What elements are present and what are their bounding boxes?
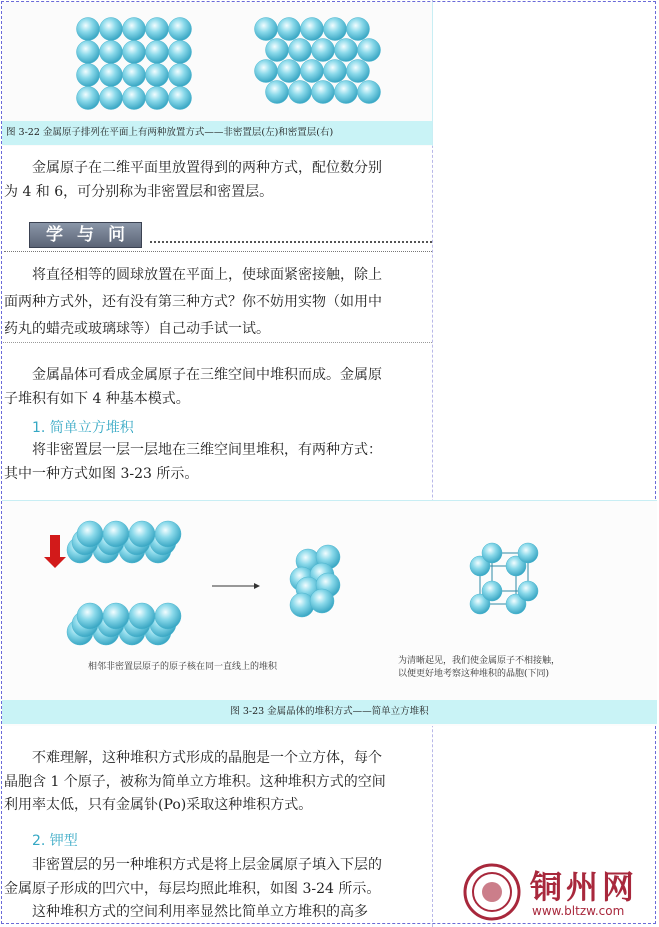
- atom-sphere: [335, 39, 358, 62]
- figure-3-23-left-note: 相邻非密置层原子的原子核在同一直线上的堆积: [88, 662, 278, 672]
- atom-sphere: [278, 18, 301, 41]
- atom-sphere: [146, 64, 169, 87]
- atom-sphere: [77, 87, 100, 110]
- paragraph-stacking-intro: [4, 364, 434, 411]
- site-watermark: [462, 862, 654, 922]
- text-line: 利用率太低，只有金属钋(Po)采取这种堆积方式。: [4, 797, 313, 813]
- atom-sphere: [169, 18, 192, 41]
- paragraph-unit-cell: [4, 747, 434, 818]
- figure-3-23-right-note-1: 为清晰起见，我们使金属原子不相接触，: [398, 656, 561, 666]
- atom-sphere: [312, 81, 335, 104]
- text-line: 这种堆积方式的空间利用率显然比简单立方堆积的高多: [32, 904, 368, 920]
- atom-sphere: [77, 64, 100, 87]
- atom-sphere: [103, 521, 129, 547]
- text-line: 金属晶体可看成金属原子在三维空间中堆积而成。金属原: [32, 367, 382, 383]
- atom-sphere: [278, 60, 301, 83]
- section-heading-simple-cubic: 1. 简单立方堆积: [32, 420, 134, 436]
- atom-sphere: [324, 60, 347, 83]
- atom-sphere: [129, 603, 155, 629]
- text-line: 金属原子在二维平面里放置得到的两种方式，配位数分别: [32, 160, 382, 176]
- upper-layer: [67, 521, 181, 563]
- atom-sphere: [77, 521, 103, 547]
- text-line: 非密置层的另一种堆积方式是将上层金属原子填入下层的: [32, 857, 382, 873]
- atom-sphere: [358, 39, 381, 62]
- text-line: 晶胞含 1 个原子，被称为简单立方堆积。这种堆积方式的空间: [4, 773, 386, 790]
- text-line: 药丸的蜡壳或玻璃球等）自己动手试一试。: [4, 321, 270, 337]
- atom-sphere: [103, 603, 129, 629]
- figure-3-23-right-note-2: 以便更好地考察这种堆积的晶胞(下同): [398, 669, 550, 679]
- figure-3-23-caption: 图 3-23 金属晶体的堆积方式——简单立方堆积: [2, 700, 657, 724]
- text-line: 面两种方式外，还有没有第三种方式？你不妨用实物（如用中: [4, 294, 382, 310]
- atom-sphere: [289, 39, 312, 62]
- atom-sphere: [123, 64, 146, 87]
- watermark-name: 铜州网: [530, 868, 639, 906]
- atom-sphere: [518, 581, 538, 601]
- section-divider: [3, 342, 432, 343]
- figure-3-22-illustration: [2, 2, 432, 123]
- atom-sphere: [100, 41, 123, 64]
- figure-3-22-caption: 图 3-22 金属原子排列在平面上有两种放置方式——非密置层(左)和密置层(右): [2, 121, 432, 145]
- atom-sphere: [155, 603, 181, 629]
- seal-logo-icon: [462, 862, 522, 922]
- text-line: 金属原子形成的凹穴中，每层均照此堆积，如图 3-24 所示。: [4, 880, 381, 897]
- paragraph-layers: [4, 157, 434, 204]
- text-line: 其中一种方式如图 3-23 所示。: [4, 465, 199, 482]
- watermark-url: www.bltzw.com: [532, 904, 625, 918]
- atom-sphere: [146, 18, 169, 41]
- atom-sphere: [482, 581, 502, 601]
- text-line: 不难理解，这种堆积方式形成的晶胞是一个立方体，每个: [32, 750, 382, 766]
- atom-sphere: [123, 41, 146, 64]
- lower-layer: [67, 603, 181, 645]
- atom-sphere: [169, 41, 192, 64]
- atom-sphere: [518, 543, 538, 563]
- paragraph-simple-cubic: [4, 439, 434, 486]
- atom-sphere: [482, 543, 502, 563]
- atom-sphere: [77, 603, 103, 629]
- text-line: 将直径相等的圆球放置在平面上，使球面紧密接触，除上: [32, 267, 382, 283]
- stacked-cube: [290, 545, 340, 617]
- atom-sphere: [347, 18, 370, 41]
- red-down-arrow-icon: [44, 535, 66, 568]
- atom-sphere: [310, 589, 334, 613]
- section-heading-potassium-type: 2. 钾型: [32, 833, 78, 849]
- atom-sphere: [129, 521, 155, 547]
- atom-sphere: [77, 41, 100, 64]
- dotted-rule: [4, 251, 432, 252]
- atom-sphere: [169, 64, 192, 87]
- atom-sphere: [77, 18, 100, 41]
- xue-yu-wen-label: 学与问: [46, 225, 139, 245]
- right-arrow-icon: [212, 583, 260, 589]
- atom-sphere: [301, 60, 324, 83]
- atom-sphere: [123, 18, 146, 41]
- atom-sphere: [335, 81, 358, 104]
- non-close-packed-layer: [77, 18, 192, 110]
- atom-sphere: [100, 87, 123, 110]
- atom-sphere: [347, 60, 370, 83]
- close-packed-layer: [255, 18, 381, 104]
- atom-sphere: [289, 81, 312, 104]
- atom-sphere: [266, 39, 289, 62]
- atom-sphere: [169, 87, 192, 110]
- atom-sphere: [100, 64, 123, 87]
- atom-sphere: [358, 81, 381, 104]
- atom-sphere: [155, 521, 181, 547]
- text-line: 将非密置层一层一层地在三维空间里堆积，有两种方式：: [32, 442, 382, 458]
- unit-cell: [470, 543, 538, 614]
- text-line: 为 4 和 6，可分别称为非密置层和密置层。: [4, 183, 274, 200]
- text-line: 子堆积有如下 4 种基本模式。: [4, 390, 190, 407]
- xue-yu-wen-badge: [29, 222, 142, 248]
- atom-sphere: [255, 60, 278, 83]
- paragraph-potassium-type: [4, 854, 434, 925]
- atom-sphere: [146, 41, 169, 64]
- atom-sphere: [123, 87, 146, 110]
- xue-yu-wen-question: [4, 262, 436, 343]
- atom-sphere: [301, 18, 324, 41]
- atom-sphere: [266, 81, 289, 104]
- atom-sphere: [100, 18, 123, 41]
- atom-sphere: [324, 18, 347, 41]
- atom-sphere: [146, 87, 169, 110]
- atom-sphere: [312, 39, 335, 62]
- atom-sphere: [255, 18, 278, 41]
- dotted-rule: [150, 241, 432, 243]
- figure-3-23: [2, 500, 657, 726]
- atom-sphere: [290, 593, 314, 617]
